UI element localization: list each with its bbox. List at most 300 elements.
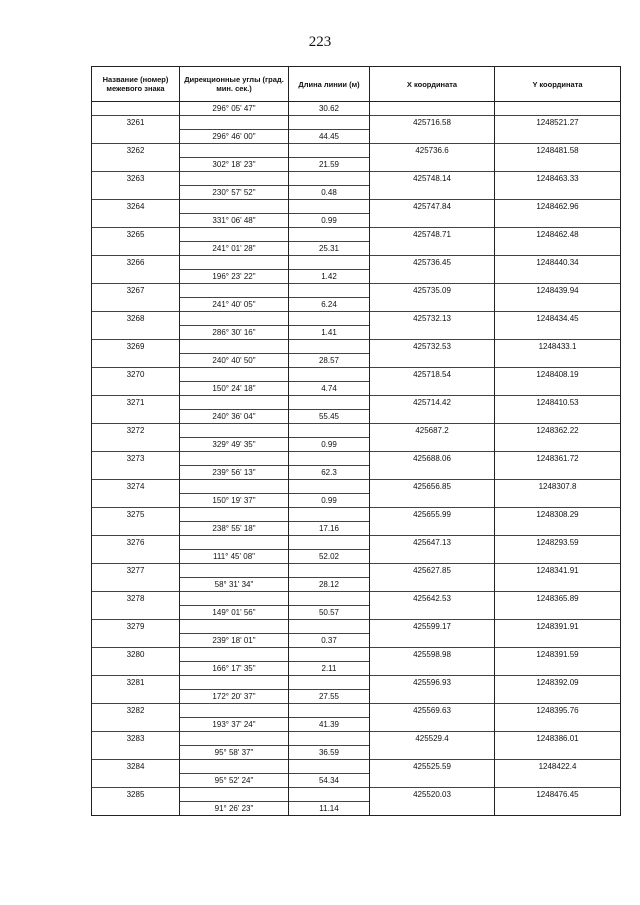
point-name-cell bbox=[92, 214, 180, 228]
point-row bbox=[92, 760, 621, 774]
point-name-cell bbox=[92, 270, 180, 284]
x-coordinate-cell: 425688.06 bbox=[370, 452, 495, 466]
segment-row bbox=[92, 186, 621, 200]
x-coordinate-cell bbox=[370, 298, 495, 312]
direction-angle-cell bbox=[180, 536, 289, 550]
y-coordinate-cell: 1248410.53 bbox=[495, 396, 621, 410]
segment-row bbox=[92, 690, 621, 704]
point-row bbox=[92, 564, 621, 578]
point-name-cell bbox=[92, 522, 180, 536]
point-name-cell bbox=[92, 410, 180, 424]
direction-angle-cell bbox=[180, 480, 289, 494]
x-coordinate-cell bbox=[370, 718, 495, 732]
y-coordinate-cell bbox=[495, 578, 621, 592]
x-coordinate-cell bbox=[370, 550, 495, 564]
direction-angle-cell: 230° 57' 52" bbox=[180, 186, 289, 200]
point-name-cell bbox=[92, 746, 180, 760]
point-row bbox=[92, 480, 621, 494]
y-coordinate-cell bbox=[495, 746, 621, 760]
y-coordinate-cell bbox=[495, 214, 621, 228]
line-length-cell bbox=[289, 480, 370, 494]
point-name-cell bbox=[92, 634, 180, 648]
segment-row bbox=[92, 802, 621, 816]
x-coordinate-cell: 425735.09 bbox=[370, 284, 495, 298]
point-row bbox=[92, 620, 621, 634]
x-coordinate-cell: 425656.85 bbox=[370, 480, 495, 494]
y-coordinate-cell: 1248341.91 bbox=[495, 564, 621, 578]
direction-angle-cell bbox=[180, 564, 289, 578]
direction-angle-cell bbox=[180, 760, 289, 774]
y-coordinate-cell bbox=[495, 606, 621, 620]
point-row bbox=[92, 424, 621, 438]
line-length-cell: 30.62 bbox=[289, 102, 370, 116]
line-length-cell: 0.99 bbox=[289, 214, 370, 228]
y-coordinate-cell bbox=[495, 130, 621, 144]
line-length-cell: 50.57 bbox=[289, 606, 370, 620]
line-length-cell bbox=[289, 340, 370, 354]
segment-row bbox=[92, 242, 621, 256]
x-coordinate-cell bbox=[370, 634, 495, 648]
line-length-cell bbox=[289, 592, 370, 606]
y-coordinate-cell: 1248307.8 bbox=[495, 480, 621, 494]
line-length-cell: 28.12 bbox=[289, 578, 370, 592]
point-name-cell bbox=[92, 298, 180, 312]
x-coordinate-cell: 425520.03 bbox=[370, 788, 495, 802]
point-name-cell: 3272 bbox=[92, 424, 180, 438]
point-row bbox=[92, 396, 621, 410]
line-length-cell bbox=[289, 452, 370, 466]
direction-angle-cell bbox=[180, 144, 289, 158]
line-length-cell bbox=[289, 172, 370, 186]
segment-row bbox=[92, 494, 621, 508]
direction-angle-cell bbox=[180, 620, 289, 634]
x-coordinate-cell bbox=[370, 186, 495, 200]
table-header-row bbox=[92, 67, 621, 102]
direction-angle-cell bbox=[180, 508, 289, 522]
x-coordinate-cell bbox=[370, 354, 495, 368]
point-name-cell: 3279 bbox=[92, 620, 180, 634]
x-coordinate-cell: 425687.2 bbox=[370, 424, 495, 438]
y-coordinate-cell bbox=[495, 690, 621, 704]
point-row bbox=[92, 256, 621, 270]
line-length-cell bbox=[289, 144, 370, 158]
point-row bbox=[92, 144, 621, 158]
segment-row bbox=[92, 746, 621, 760]
point-name-cell bbox=[92, 466, 180, 480]
direction-angle-cell: 329° 49' 35" bbox=[180, 438, 289, 452]
y-coordinate-cell bbox=[495, 270, 621, 284]
direction-angle-cell bbox=[180, 704, 289, 718]
segment-row bbox=[92, 326, 621, 340]
segment-row bbox=[92, 550, 621, 564]
line-length-cell: 6.24 bbox=[289, 298, 370, 312]
line-length-cell: 55.45 bbox=[289, 410, 370, 424]
direction-angle-cell bbox=[180, 228, 289, 242]
line-length-cell bbox=[289, 256, 370, 270]
x-coordinate-cell: 425718.54 bbox=[370, 368, 495, 382]
point-row bbox=[92, 592, 621, 606]
point-name-cell: 3271 bbox=[92, 396, 180, 410]
segment-row bbox=[92, 438, 621, 452]
line-length-cell bbox=[289, 424, 370, 438]
y-coordinate-cell: 1248391.91 bbox=[495, 620, 621, 634]
y-coordinate-cell: 1248362.22 bbox=[495, 424, 621, 438]
direction-angle-cell bbox=[180, 200, 289, 214]
segment-row bbox=[92, 158, 621, 172]
point-name-cell: 3263 bbox=[92, 172, 180, 186]
y-coordinate-cell bbox=[495, 158, 621, 172]
y-coordinate-cell: 1248308.29 bbox=[495, 508, 621, 522]
y-coordinate-cell: 1248434.45 bbox=[495, 312, 621, 326]
point-name-cell bbox=[92, 242, 180, 256]
x-coordinate-cell bbox=[370, 102, 495, 116]
line-length-cell: 0.99 bbox=[289, 494, 370, 508]
point-name-cell: 3269 bbox=[92, 340, 180, 354]
y-coordinate-cell bbox=[495, 634, 621, 648]
line-length-cell bbox=[289, 200, 370, 214]
point-name-cell: 3264 bbox=[92, 200, 180, 214]
line-length-cell bbox=[289, 732, 370, 746]
x-coordinate-cell bbox=[370, 438, 495, 452]
x-coordinate-cell: 425525.59 bbox=[370, 760, 495, 774]
point-name-cell: 3273 bbox=[92, 452, 180, 466]
point-row bbox=[92, 312, 621, 326]
line-length-cell bbox=[289, 284, 370, 298]
line-length-cell bbox=[289, 648, 370, 662]
line-length-cell bbox=[289, 116, 370, 130]
line-length-cell bbox=[289, 676, 370, 690]
direction-angle-cell: 95° 58' 37" bbox=[180, 746, 289, 760]
y-coordinate-cell bbox=[495, 186, 621, 200]
line-length-cell bbox=[289, 620, 370, 634]
direction-angle-cell: 193° 37' 24" bbox=[180, 718, 289, 732]
direction-angle-cell bbox=[180, 788, 289, 802]
line-length-cell bbox=[289, 564, 370, 578]
point-name-cell: 3270 bbox=[92, 368, 180, 382]
y-coordinate-cell bbox=[495, 354, 621, 368]
point-name-cell: 3281 bbox=[92, 676, 180, 690]
x-coordinate-cell: 425748.71 bbox=[370, 228, 495, 242]
point-name-cell: 3274 bbox=[92, 480, 180, 494]
direction-angle-cell: 296° 46' 00" bbox=[180, 130, 289, 144]
direction-angle-cell: 240° 40' 50" bbox=[180, 354, 289, 368]
point-name-cell: 3261 bbox=[92, 116, 180, 130]
line-length-cell: 0.37 bbox=[289, 634, 370, 648]
point-name-cell: 3280 bbox=[92, 648, 180, 662]
direction-angle-cell bbox=[180, 116, 289, 130]
header-angle: Дирекционные углы (град. мин. сек.) bbox=[180, 67, 289, 102]
direction-angle-cell: 331° 06' 48" bbox=[180, 214, 289, 228]
line-length-cell: 62.3 bbox=[289, 466, 370, 480]
x-coordinate-cell bbox=[370, 214, 495, 228]
x-coordinate-cell: 425732.53 bbox=[370, 340, 495, 354]
y-coordinate-cell bbox=[495, 550, 621, 564]
y-coordinate-cell: 1248395.76 bbox=[495, 704, 621, 718]
x-coordinate-cell: 425748.14 bbox=[370, 172, 495, 186]
y-coordinate-cell: 1248408.19 bbox=[495, 368, 621, 382]
line-length-cell bbox=[289, 536, 370, 550]
point-name-cell bbox=[92, 102, 180, 116]
line-length-cell: 27.55 bbox=[289, 690, 370, 704]
direction-angle-cell bbox=[180, 368, 289, 382]
line-length-cell bbox=[289, 704, 370, 718]
point-name-cell bbox=[92, 186, 180, 200]
y-coordinate-cell bbox=[495, 242, 621, 256]
y-coordinate-cell bbox=[495, 718, 621, 732]
y-coordinate-cell: 1248433.1 bbox=[495, 340, 621, 354]
line-length-cell: 0.48 bbox=[289, 186, 370, 200]
x-coordinate-cell: 425747.84 bbox=[370, 200, 495, 214]
x-coordinate-cell bbox=[370, 130, 495, 144]
point-name-cell bbox=[92, 494, 180, 508]
x-coordinate-cell bbox=[370, 578, 495, 592]
line-length-cell bbox=[289, 312, 370, 326]
y-coordinate-cell bbox=[495, 494, 621, 508]
point-row bbox=[92, 732, 621, 746]
y-coordinate-cell: 1248439.94 bbox=[495, 284, 621, 298]
y-coordinate-cell bbox=[495, 774, 621, 788]
point-row bbox=[92, 452, 621, 466]
y-coordinate-cell: 1248391.59 bbox=[495, 648, 621, 662]
y-coordinate-cell: 1248293.59 bbox=[495, 536, 621, 550]
x-coordinate-cell: 425714.42 bbox=[370, 396, 495, 410]
direction-angle-cell: 172° 20' 37" bbox=[180, 690, 289, 704]
y-coordinate-cell bbox=[495, 522, 621, 536]
direction-angle-cell bbox=[180, 424, 289, 438]
line-length-cell bbox=[289, 760, 370, 774]
x-coordinate-cell: 425599.17 bbox=[370, 620, 495, 634]
y-coordinate-cell: 1248392.09 bbox=[495, 676, 621, 690]
y-coordinate-cell: 1248476.45 bbox=[495, 788, 621, 802]
point-row bbox=[92, 172, 621, 186]
direction-angle-cell: 241° 01' 28" bbox=[180, 242, 289, 256]
y-coordinate-cell: 1248463.33 bbox=[495, 172, 621, 186]
point-row bbox=[92, 704, 621, 718]
point-name-cell bbox=[92, 718, 180, 732]
y-coordinate-cell bbox=[495, 438, 621, 452]
x-coordinate-cell bbox=[370, 690, 495, 704]
direction-angle-cell: 238° 55' 18" bbox=[180, 522, 289, 536]
line-length-cell: 52.02 bbox=[289, 550, 370, 564]
point-row bbox=[92, 368, 621, 382]
page-number: 223 bbox=[308, 34, 332, 50]
point-row bbox=[92, 536, 621, 550]
point-name-cell: 3277 bbox=[92, 564, 180, 578]
direction-angle-cell: 150° 19' 37" bbox=[180, 494, 289, 508]
y-coordinate-cell: 1248422.4 bbox=[495, 760, 621, 774]
segment-row bbox=[92, 466, 621, 480]
x-coordinate-cell: 425716.58 bbox=[370, 116, 495, 130]
x-coordinate-cell bbox=[370, 158, 495, 172]
point-name-cell: 3282 bbox=[92, 704, 180, 718]
point-name-cell: 3283 bbox=[92, 732, 180, 746]
line-length-cell: 0.99 bbox=[289, 438, 370, 452]
segment-row bbox=[92, 662, 621, 676]
boundary-coordinates-table bbox=[91, 66, 621, 816]
point-row bbox=[92, 340, 621, 354]
point-name-cell bbox=[92, 690, 180, 704]
line-length-cell bbox=[289, 788, 370, 802]
header-length: Длина линии (м) bbox=[289, 67, 370, 102]
point-name-cell bbox=[92, 662, 180, 676]
x-coordinate-cell: 425598.98 bbox=[370, 648, 495, 662]
x-coordinate-cell bbox=[370, 662, 495, 676]
direction-angle-cell bbox=[180, 452, 289, 466]
x-coordinate-cell bbox=[370, 522, 495, 536]
y-coordinate-cell bbox=[495, 382, 621, 396]
x-coordinate-cell bbox=[370, 774, 495, 788]
x-coordinate-cell: 425655.99 bbox=[370, 508, 495, 522]
line-length-cell: 4.74 bbox=[289, 382, 370, 396]
point-name-cell: 3275 bbox=[92, 508, 180, 522]
segment-row bbox=[92, 270, 621, 284]
segment-row bbox=[92, 718, 621, 732]
x-coordinate-cell: 425647.13 bbox=[370, 536, 495, 550]
line-length-cell bbox=[289, 368, 370, 382]
y-coordinate-cell: 1248462.96 bbox=[495, 200, 621, 214]
line-length-cell: 17.16 bbox=[289, 522, 370, 536]
y-coordinate-cell: 1248521.27 bbox=[495, 116, 621, 130]
direction-angle-cell bbox=[180, 172, 289, 186]
point-name-cell bbox=[92, 802, 180, 816]
point-row bbox=[92, 228, 621, 242]
point-name-cell: 3285 bbox=[92, 788, 180, 802]
line-length-cell: 44.45 bbox=[289, 130, 370, 144]
point-row bbox=[92, 116, 621, 130]
point-row bbox=[92, 788, 621, 802]
line-length-cell: 2.11 bbox=[289, 662, 370, 676]
line-length-cell bbox=[289, 508, 370, 522]
point-name-cell bbox=[92, 326, 180, 340]
point-name-cell: 3268 bbox=[92, 312, 180, 326]
segment-row bbox=[92, 382, 621, 396]
line-length-cell: 1.42 bbox=[289, 270, 370, 284]
y-coordinate-cell bbox=[495, 802, 621, 816]
x-coordinate-cell: 425732.13 bbox=[370, 312, 495, 326]
point-row bbox=[92, 648, 621, 662]
point-name-cell: 3262 bbox=[92, 144, 180, 158]
direction-angle-cell: 239° 56' 13" bbox=[180, 466, 289, 480]
direction-angle-cell: 166° 17' 35" bbox=[180, 662, 289, 676]
y-coordinate-cell bbox=[495, 102, 621, 116]
x-coordinate-cell: 425627.85 bbox=[370, 564, 495, 578]
x-coordinate-cell bbox=[370, 802, 495, 816]
point-name-cell bbox=[92, 578, 180, 592]
segment-row bbox=[92, 410, 621, 424]
segment-row bbox=[92, 298, 621, 312]
direction-angle-cell bbox=[180, 284, 289, 298]
point-name-cell bbox=[92, 130, 180, 144]
x-coordinate-cell bbox=[370, 494, 495, 508]
y-coordinate-cell bbox=[495, 410, 621, 424]
direction-angle-cell: 149° 01' 56" bbox=[180, 606, 289, 620]
line-length-cell: 11.14 bbox=[289, 802, 370, 816]
point-row bbox=[92, 676, 621, 690]
y-coordinate-cell bbox=[495, 298, 621, 312]
segment-row bbox=[92, 774, 621, 788]
direction-angle-cell: 241° 40' 05" bbox=[180, 298, 289, 312]
direction-angle-cell: 58° 31' 34" bbox=[180, 578, 289, 592]
y-coordinate-cell: 1248386.01 bbox=[495, 732, 621, 746]
x-coordinate-cell bbox=[370, 270, 495, 284]
segment-row bbox=[92, 522, 621, 536]
y-coordinate-cell: 1248462.48 bbox=[495, 228, 621, 242]
x-coordinate-cell bbox=[370, 410, 495, 424]
line-length-cell: 36.59 bbox=[289, 746, 370, 760]
point-name-cell bbox=[92, 550, 180, 564]
x-coordinate-cell bbox=[370, 382, 495, 396]
direction-angle-cell: 111° 45' 08" bbox=[180, 550, 289, 564]
point-name-cell: 3266 bbox=[92, 256, 180, 270]
direction-angle-cell bbox=[180, 648, 289, 662]
line-length-cell: 28.57 bbox=[289, 354, 370, 368]
point-name-cell bbox=[92, 774, 180, 788]
segment-row bbox=[92, 354, 621, 368]
direction-angle-cell: 196° 23' 22" bbox=[180, 270, 289, 284]
direction-angle-cell bbox=[180, 340, 289, 354]
line-length-cell: 1.41 bbox=[289, 326, 370, 340]
point-name-cell bbox=[92, 158, 180, 172]
direction-angle-cell bbox=[180, 732, 289, 746]
x-coordinate-cell: 425736.45 bbox=[370, 256, 495, 270]
direction-angle-cell: 91° 26' 23" bbox=[180, 802, 289, 816]
x-coordinate-cell bbox=[370, 466, 495, 480]
segment-row bbox=[92, 634, 621, 648]
point-row bbox=[92, 284, 621, 298]
point-name-cell bbox=[92, 382, 180, 396]
line-length-cell: 25.31 bbox=[289, 242, 370, 256]
x-coordinate-cell: 425529.4 bbox=[370, 732, 495, 746]
direction-angle-cell: 286° 30' 16" bbox=[180, 326, 289, 340]
direction-angle-cell: 302° 18' 23" bbox=[180, 158, 289, 172]
y-coordinate-cell bbox=[495, 326, 621, 340]
segment-row bbox=[92, 578, 621, 592]
line-length-cell: 21.59 bbox=[289, 158, 370, 172]
direction-angle-cell bbox=[180, 396, 289, 410]
point-row bbox=[92, 508, 621, 522]
y-coordinate-cell: 1248365.89 bbox=[495, 592, 621, 606]
y-coordinate-cell: 1248361.72 bbox=[495, 452, 621, 466]
direction-angle-cell: 150° 24' 18" bbox=[180, 382, 289, 396]
segment-row bbox=[92, 102, 621, 116]
x-coordinate-cell: 425642.53 bbox=[370, 592, 495, 606]
x-coordinate-cell: 425569.63 bbox=[370, 704, 495, 718]
segment-row bbox=[92, 130, 621, 144]
x-coordinate-cell bbox=[370, 242, 495, 256]
x-coordinate-cell bbox=[370, 326, 495, 340]
point-name-cell: 3265 bbox=[92, 228, 180, 242]
direction-angle-cell bbox=[180, 256, 289, 270]
point-name-cell: 3267 bbox=[92, 284, 180, 298]
direction-angle-cell: 239° 18' 01" bbox=[180, 634, 289, 648]
table-body bbox=[92, 102, 621, 816]
line-length-cell bbox=[289, 228, 370, 242]
line-length-cell: 54.34 bbox=[289, 774, 370, 788]
point-name-cell bbox=[92, 438, 180, 452]
y-coordinate-cell: 1248440.34 bbox=[495, 256, 621, 270]
direction-angle-cell bbox=[180, 676, 289, 690]
header-name: Название (номер) межевого знака bbox=[92, 67, 180, 102]
x-coordinate-cell: 425736.6 bbox=[370, 144, 495, 158]
direction-angle-cell: 95° 52' 24" bbox=[180, 774, 289, 788]
point-row bbox=[92, 200, 621, 214]
x-coordinate-cell bbox=[370, 606, 495, 620]
y-coordinate-cell bbox=[495, 662, 621, 676]
header-y: Y координата bbox=[495, 67, 621, 102]
point-name-cell: 3278 bbox=[92, 592, 180, 606]
y-coordinate-cell bbox=[495, 466, 621, 480]
point-name-cell: 3284 bbox=[92, 760, 180, 774]
